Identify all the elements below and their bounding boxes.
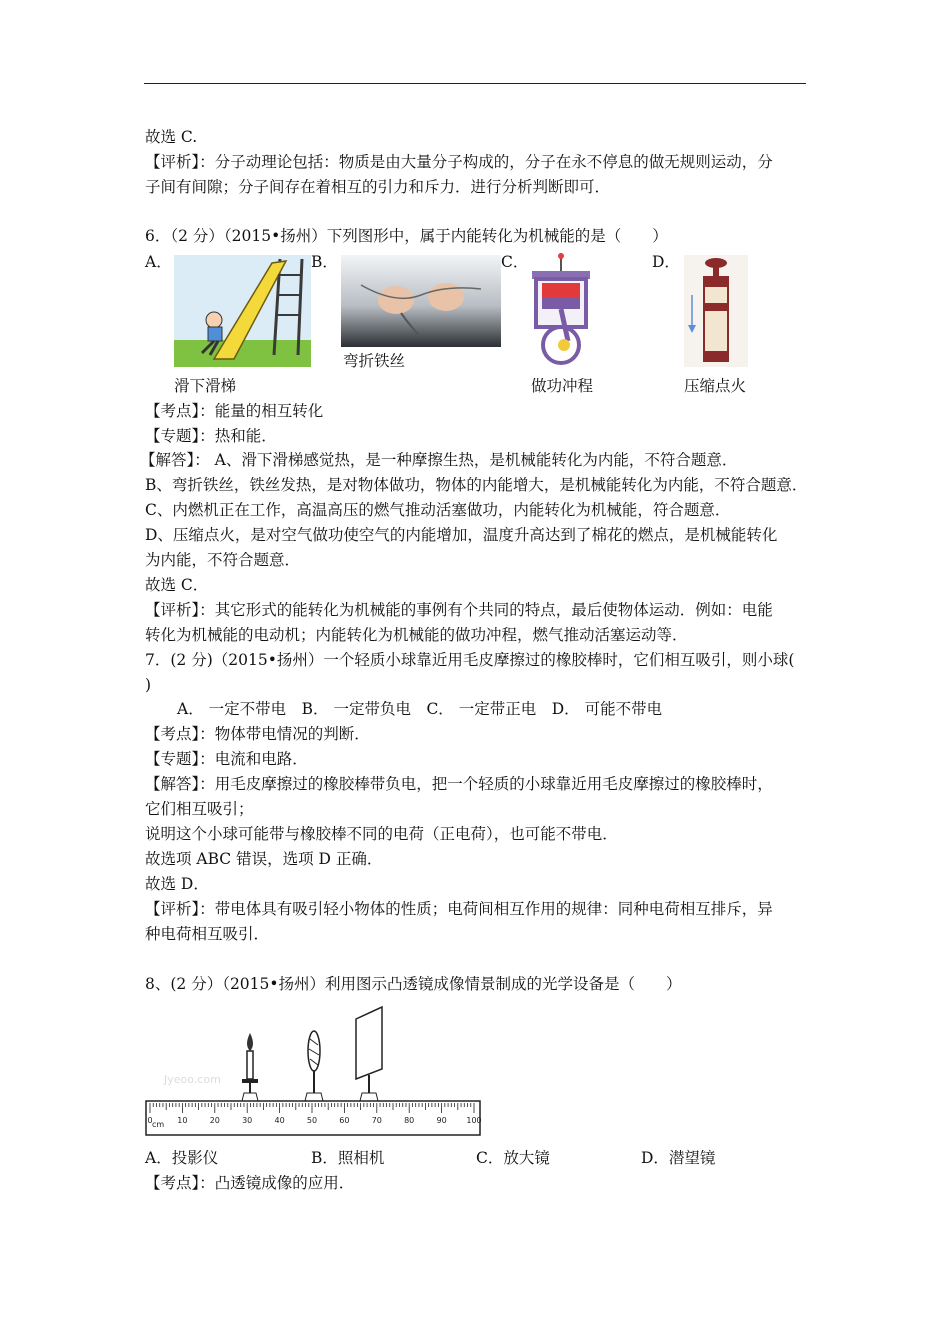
ruler-tick-label: 100 (466, 1116, 482, 1125)
text-line: 为内能，不符合题意． (145, 551, 301, 569)
ruler-tick-label: 10 (177, 1116, 188, 1125)
text-line: 【解答】：用毛皮摩擦过的橡胶棒带负电，把一个轻质的小球靠近用毛皮摩擦过的橡胶棒时， (145, 775, 773, 793)
option-c-caption: 做功冲程 (531, 377, 594, 395)
ruler-tick-label: 50 (306, 1116, 318, 1125)
text-line: 【专题】：热和能． (145, 427, 277, 445)
text-line: 【考点】：能量的相互转化 (145, 402, 324, 420)
ruler-tick-label: 0 (147, 1116, 153, 1125)
watermark: Jyeoo.com (164, 1073, 221, 1086)
question-7: 7．(2 分)（2015•扬州）一个轻质小球靠近用毛皮摩擦过的橡胶棒时，它们相互吸引，则小球( (145, 651, 795, 669)
text-line: 【解答】： A、滑下滑梯感觉热，是一种摩擦生热，是机械能转化为内能，不符合题意． (140, 451, 738, 469)
text-line: C、内燃机正在工作，高温高压的燃气推动活塞做功，内能转化为机械能，符合题意． (145, 501, 731, 519)
option-b-caption: 弯折铁丝 (343, 352, 406, 370)
option-b-letter: B． (311, 253, 338, 271)
option-a: A．投影仪 (145, 1149, 219, 1167)
ruler-tick-label: 30 (242, 1116, 253, 1125)
compression-ignition-picture (684, 255, 748, 367)
text-line: 【考点】：物体带电情况的判断． (145, 725, 370, 743)
text-line: 故选 C． (145, 576, 209, 594)
ruler-tick-label: 90 (436, 1116, 447, 1125)
option-c: C．放大镜 (476, 1149, 550, 1167)
ruler-tick-label: 40 (274, 1116, 285, 1125)
text-line: 转化为机械能的电动机；内能转化为机械能的做功冲程，燃气推动活塞运动等． (145, 626, 688, 644)
text-line: 【专题】：电流和电路． (145, 750, 308, 768)
question-8: 8、(2 分）（2015•扬州）利用图示凸透镜成像情景制成的光学设备是（ ） (145, 975, 682, 993)
option-a-caption: 滑下滑梯 (174, 377, 237, 395)
text-line: 【考点】：凸透镜成像的应用． (145, 1174, 355, 1192)
text-line: 故选 C. (145, 128, 198, 146)
text-line: ) (145, 676, 152, 694)
text-line: 种电荷相互吸引． (145, 925, 270, 943)
option-d: D．潜望镜 (641, 1149, 716, 1167)
option-c-letter: C． (501, 253, 529, 271)
option-d-caption: 压缩点火 (684, 377, 747, 395)
header-rule (144, 83, 806, 84)
question-6: 6．（2 分）（2015•扬州）下列图形中，属于内能转化为机械能的是（ ） (145, 227, 668, 245)
option-a-letter: A． (145, 253, 172, 271)
text-line: 【评析】：分子动理论包括：物质是由大量分子构成的，分子在永不停息的做无规则运动，分 (145, 153, 773, 171)
question-7-options: A． 一定不带电 B． 一定带负电 C． 一定带正电 D． 可能不带电 (177, 700, 663, 718)
text-line: 【评析】：带电体具有吸引轻小物体的性质；电荷间相互作用的规律：同种电荷相互排斥，异 (145, 900, 773, 918)
ruler-tick-label: 80 (404, 1116, 415, 1125)
optical-bench-diagram (144, 1005, 484, 1140)
ruler-tick-label: 70 (371, 1116, 382, 1125)
ruler-unit: cm (152, 1120, 165, 1129)
text-line: D、压缩点火，是对空气做功使空气的内能增加，温度升高达到了棉花的燃点，是机械能转化 (145, 526, 778, 544)
bending-wire-picture (341, 255, 501, 347)
slide-picture (174, 255, 311, 367)
text-line: 子间有间隙；分子间存在着相互的引力和斥力．进行分析判断即可． (145, 178, 611, 196)
text-line: 【评析】：其它形式的能转化为机械能的事例有个共同的特点，最后使物体运动．例如：电能 (145, 601, 773, 619)
option-d-letter: D． (652, 253, 680, 271)
ruler-tick-label: 60 (339, 1116, 350, 1125)
ruler-tick-label: 20 (209, 1116, 220, 1125)
text-line: B、弯折铁丝，铁丝发热，是对物体做功，物体的内能增大，是机械能转化为内能，不符合题意． (145, 476, 808, 494)
option-b: B．照相机 (311, 1149, 385, 1167)
text-line: 说明这个小球可能带与橡胶棒不同的电荷（正电荷），也可能不带电． (145, 825, 618, 843)
engine-stroke-picture (528, 253, 598, 368)
text-line: 故选 D． (145, 875, 209, 893)
text-line: 故选项 ABC 错误，选项 D 正确． (145, 850, 383, 868)
text-line: 它们相互吸引； (145, 800, 254, 818)
